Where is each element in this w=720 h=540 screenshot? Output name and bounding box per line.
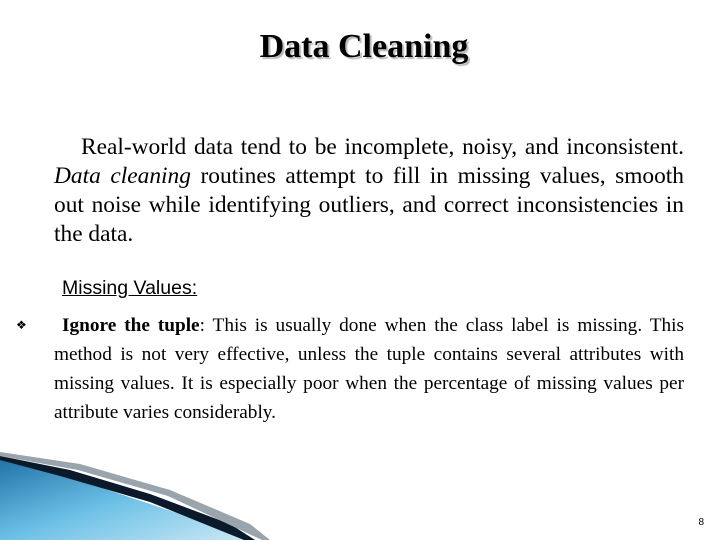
page-number: 8 [698, 517, 704, 528]
intro-rest: routines attempt to fill in missing values, smooth out noise while identifying outliers, and correct inconsistencies in the data. [54, 163, 685, 247]
intro-lead: Real-world data tend to be incomplete, noisy, and inconsistent. [81, 134, 684, 160]
bullet-marker-icon: ❖ [16, 318, 27, 332]
section-subheading: Missing Values: [62, 277, 198, 299]
bullet-term: Ignore the tuple [62, 315, 200, 336]
bullet-body: : This is usually done when the class label is missing. This method is not very effective, unless the tuple contains several attributes with missing values. It is especially poor when the percentage of missing values per attribute varies considerably. [54, 315, 685, 423]
intro-emphasis: Data cleaning [54, 163, 191, 189]
decorative-swoosh [0, 440, 300, 540]
bullet-item [54, 311, 684, 427]
intro-paragraph [54, 133, 684, 249]
slide-title: Data Cleaning [259, 28, 469, 65]
